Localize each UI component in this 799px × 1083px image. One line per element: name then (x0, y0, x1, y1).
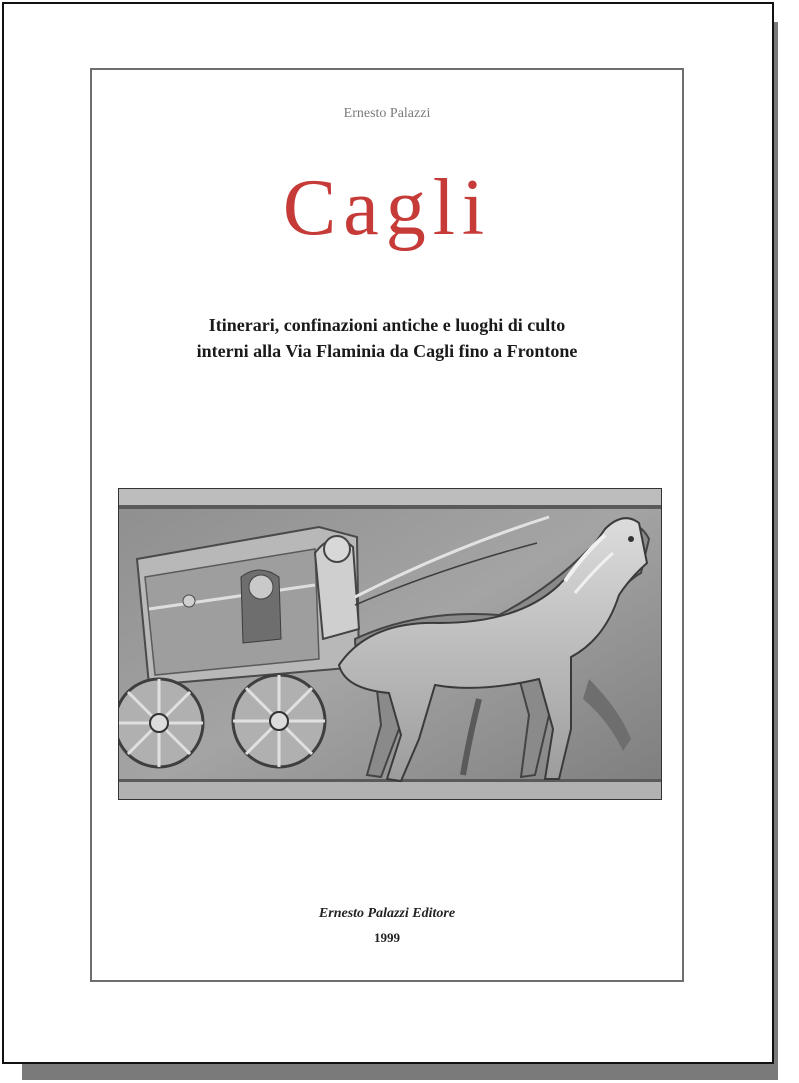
publication-year: 1999 (374, 930, 400, 945)
subtitle-line-2: interni alla Via Flaminia da Cagli fino a Frontone (196, 341, 578, 361)
author-name: Ernesto Palazzi (343, 106, 431, 121)
book-subtitle (92, 312, 682, 364)
book-title: Cagli (282, 164, 492, 252)
publisher-name: Ernesto Palazzi Editore (318, 906, 456, 921)
book-cover (90, 68, 684, 982)
subtitle-line-1: Itinerari, confinazioni antiche e luoghi di culto (208, 315, 566, 335)
chariot-relief-image (118, 488, 662, 800)
chariot-relief-illustration (119, 489, 662, 800)
document-page (2, 2, 774, 1064)
